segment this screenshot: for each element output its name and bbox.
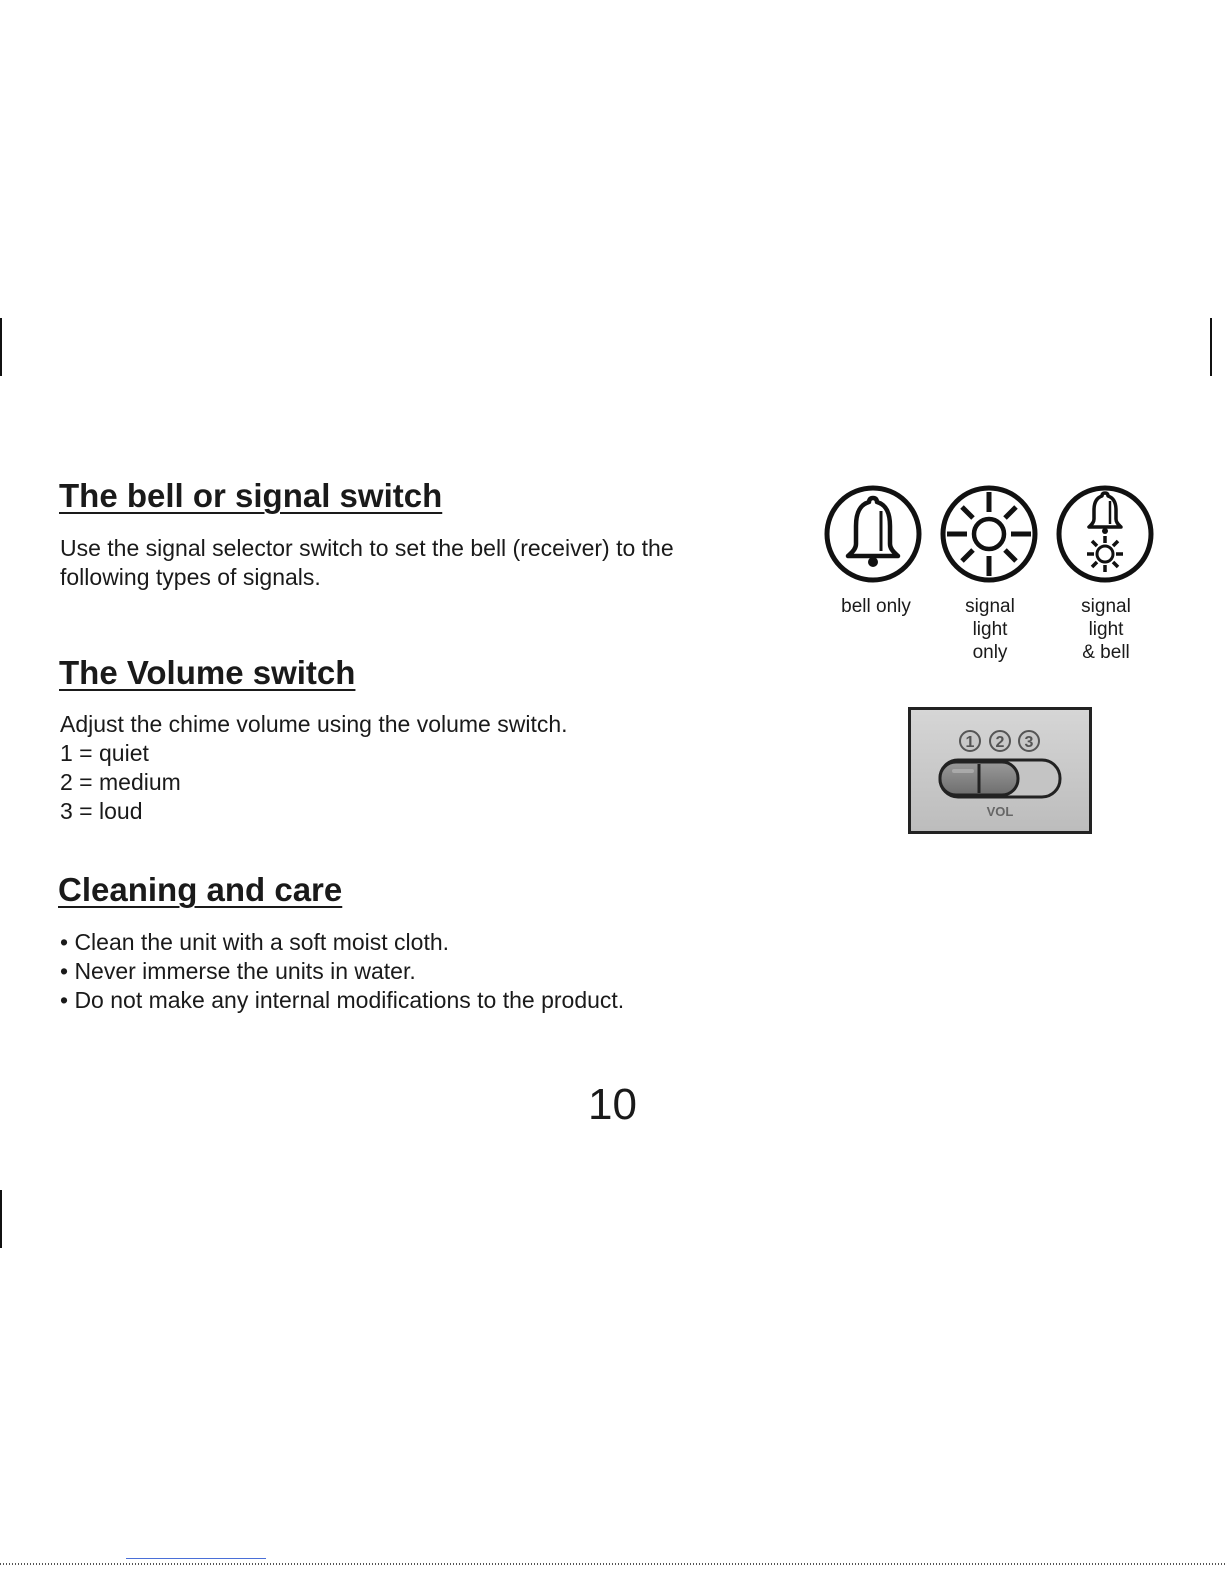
bullet-item: • Clean the unit with a soft moist cloth. (60, 929, 450, 955)
body-line: 2 = medium (60, 769, 181, 795)
bottom-dotted-rule (0, 1563, 1225, 1565)
crop-mark-left-top (0, 318, 2, 376)
position-label-1: 1 (965, 734, 975, 751)
caption-line: bell only (841, 596, 911, 617)
volume-switch-body (60, 710, 568, 826)
crop-mark-right-top (1210, 318, 1212, 376)
body-line: Adjust the chime volume using the volume switch. (60, 711, 568, 737)
body-line: Use the signal selector switch to set the bell (receiver) to the (60, 535, 674, 561)
cleaning-heading: Cleaning and care (58, 871, 343, 908)
caption-line: light (1088, 619, 1124, 640)
caption-line: light (972, 619, 1008, 640)
bullet-item: • Do not make any internal modifications to the product. (60, 987, 625, 1013)
caption-line: only (972, 642, 1008, 663)
bottom-link-rule (126, 1558, 266, 1559)
bullet-item: • Never immerse the units in water. (60, 958, 416, 984)
signal-light-icon (939, 484, 1039, 584)
position-label-3: 3 (1024, 734, 1034, 751)
vol-label: VOL (986, 804, 1014, 819)
body-line: following types of signals. (60, 564, 321, 590)
volume-switch-heading: The Volume switch (59, 654, 356, 691)
bell-switch-body (60, 534, 674, 592)
bell-switch-heading: The bell or signal switch (59, 477, 443, 514)
caption-signal-light-and-bell (1051, 595, 1161, 664)
bell-and-light-icon (1055, 484, 1155, 584)
caption-signal-light-only (935, 595, 1045, 664)
bell-icon (823, 484, 923, 584)
caption-bell-only (821, 595, 931, 618)
crop-mark-left-bottom (0, 1190, 2, 1248)
volume-switch-illustration (908, 707, 1092, 834)
caption-line: signal (965, 596, 1015, 617)
body-line: 3 = loud (60, 798, 143, 824)
cleaning-body (60, 928, 624, 1015)
position-label-2: 2 (995, 734, 1005, 751)
caption-line: & bell (1082, 642, 1130, 663)
caption-line: signal (1081, 596, 1131, 617)
body-line: 1 = quiet (60, 740, 149, 766)
page-number: 10 (588, 1080, 637, 1129)
